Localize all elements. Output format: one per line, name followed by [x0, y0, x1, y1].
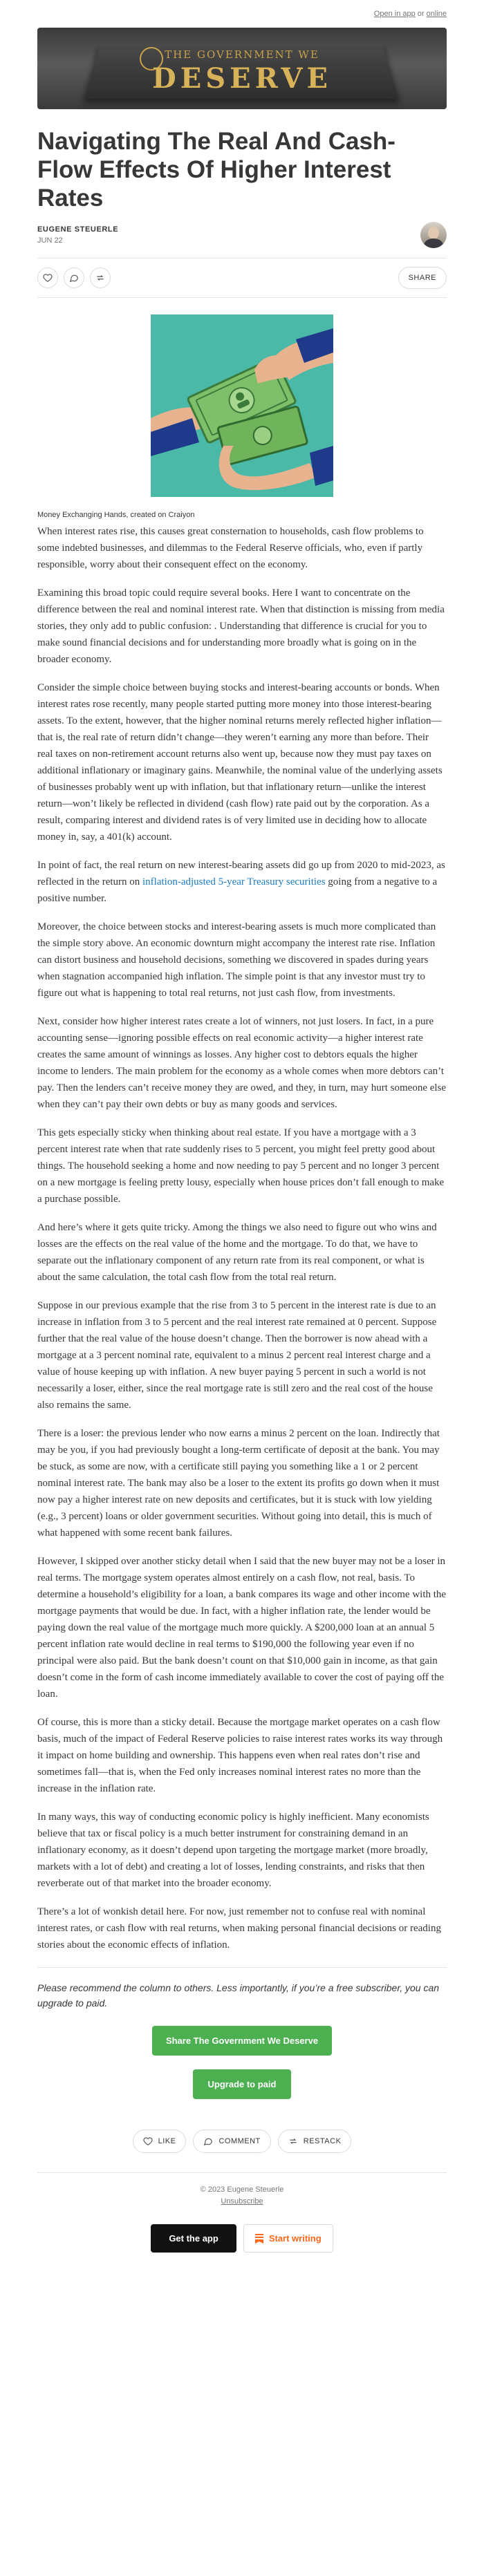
article-paragraph	[37, 1903, 447, 1953]
banner-line-1: THE GOVERNMENT WE	[165, 48, 319, 61]
paragraph-text: However, I skipped over another sticky detail when I said that the new buyer may not be a loser in real terms. The mortgage system operates almost entirely on a cash flow, not real, basis. To determine a household’s eligibility for a loan, a bank compares its wage and other income with the mortgage payments that would be due. In fact, with a higher inflation rate, the lender would be paying down the real value of the mortgage much more quickly. A $200,000 loan at an annual 5 percent inflation rate would decline in real terms to $190,000 the following year even if no principal were also paid. But the bank doesn’t count on that $10,000 gain in income, as that gain doesn’t come in the form of cash income immediately available to cover the cost of paying off the loan.	[37, 1556, 447, 1700]
online-link[interactable]: online	[426, 10, 447, 18]
top-links	[37, 0, 447, 23]
paragraph-text: Suppose in our previous example that the rise from 3 to 5 percent in the interest rate is due to an increase in inflation from 3 to 5 percent and the real interest rate remained at 0 percent. Suppose further that the real value of the house doesn’t change. Then the borrower is now ahead with a mortgage at a 3 percent nominal rate, equivalent to a minus 2 percent real interest charge and a value of house keeping up with inflation. A new buyer paying 5 percent in such a world is not necessarily a loser, either, since the real mortgage rate is still zero and the real cost of the house also remains the same.	[37, 1300, 437, 1411]
open-in-app-link[interactable]: Open in app	[373, 10, 416, 18]
paragraph-text: There’s a lot of wonkish detail here. For now, just remember not to confuse real with nominal interest rates, or cash flow with real returns, when making personal financial decisions or reading stories about the economic effects of inflation.	[37, 1906, 441, 1950]
comment-icon	[203, 2136, 213, 2146]
author-name[interactable]: EUGENE STEUERLE	[37, 225, 119, 234]
like-button[interactable]	[37, 267, 58, 288]
reaction-icons	[37, 267, 111, 288]
footer-like-button[interactable]	[133, 2130, 187, 2153]
post-date: JUN 22	[37, 236, 63, 245]
post-title[interactable]: Navigating The Real And Cash-Flow Effects Of Higher Interest Rates	[37, 128, 395, 211]
article-paragraph	[37, 1219, 447, 1286]
top-links-separator: or	[415, 10, 427, 18]
banner-line-2: DESERVE	[152, 62, 332, 95]
paragraph-text: In many ways, this way of conducting economic policy is highly inefficient. Many economists believe that tax or fiscal policy is a much better instrument for constraining demand in an inflationary economy, as it doesn’t depend upon targeting the mortgage market (more broadly, markets with a lot of debt) and creating a lot of losses, lending constraints, and risks that then reverberate out of that market into the broader economy.	[37, 1812, 429, 1889]
footer-actions	[37, 2130, 447, 2153]
article-paragraph	[37, 1809, 447, 1892]
article-paragraph	[37, 1013, 447, 1113]
restack-button[interactable]	[90, 267, 111, 288]
comment-button[interactable]	[64, 267, 84, 288]
article-paragraph	[37, 1714, 447, 1797]
byline	[37, 219, 447, 251]
footer-restack-button[interactable]	[278, 2130, 352, 2153]
paragraph-text: Of course, this is more than a sticky detail. Because the mortgage market operates on a cash flow basis, much of the impact of Federal Reserve policies to raise interest rates works its way through it impact on home building and ownership. This happens even when real rates don’t rise and sometimes fall—that is, when the Fed only increases nominal interest rates no more than the increase in the inflation rate.	[37, 1717, 443, 1794]
author-avatar[interactable]	[420, 222, 447, 248]
divider	[37, 1967, 447, 1968]
start-writing-label: Start writing	[268, 2233, 322, 2244]
heart-icon	[43, 273, 53, 283]
footer-comment-label: COMMENT	[218, 2137, 261, 2145]
article-paragraph	[37, 523, 447, 573]
recommend-note: Please recommend the column to others. Less importantly, if you’re a free subscriber, you can upgrade to paid.	[37, 1982, 440, 2009]
post-actions-bar	[37, 258, 447, 298]
article-paragraph	[37, 585, 447, 668]
get-app-button[interactable]: Get the app	[151, 2224, 236, 2253]
footer-like-label: LIKE	[158, 2137, 176, 2145]
app-links	[37, 2224, 447, 2253]
copyright: © 2023 Eugene Steuerle	[200, 2185, 284, 2194]
treasury-securities-link[interactable]: inflation-adjusted 5-year Treasury securities	[142, 876, 326, 887]
heart-icon	[143, 2136, 153, 2146]
comment-icon	[69, 273, 79, 283]
avatar-suit	[424, 238, 443, 248]
avatar-face	[428, 227, 439, 239]
publication-banner[interactable]	[37, 28, 447, 109]
footer-restack-label: RESTACK	[303, 2137, 342, 2145]
restack-icon	[95, 273, 105, 283]
paragraph-text: And here’s where it gets quite tricky. Among the things we also need to figure out who wins and losses are the effects on the real value of the home and the mortgage. To do that, we have to separate out the inflationary component of any return rate from its real component, or what is about the same calculation, the total cash flow from the total real return.	[37, 1222, 437, 1283]
paragraph-text: Next, consider how higher interest rates create a lot of winners, not just losers. In fact, in a pure accounting sense—ignoring possible effects on real economic activity—a higher interest rate creates the same amount of winnings as losses. Any higher cost to debtors equals the higher income to lenders. The main problem for the economy as a whole comes when more debtors can’t pay. Then the lenders can’t receive money they are owed, and they, in turn, may hurt someone else when they can’t pay their own debts or buy as many goods and services.	[37, 1016, 447, 1110]
paragraph-text: In point of fact, the real return on new interest-bearing assets did go up from 2020 to mid-2023, as reflected in the return on	[37, 860, 445, 887]
paragraph-text-after-link: going from a negative to a positive number.	[37, 876, 438, 904]
start-writing-button[interactable]	[243, 2224, 333, 2253]
paragraph-text: Moreover, the choice between stocks and interest-bearing assets is much more complicated than the simple story above. An economic downturn might accompany the interest rate rise. Inflation can distort business and household decisions, something we discovered in spades during years when stagnation accompanied high inflation. The simple point is that any investor must try to figure out what is happening to total real returns, not just cash flow, from investments.	[37, 921, 436, 999]
image-caption: Money Exchanging Hands, created on Craiyon	[37, 511, 195, 519]
paragraph-text: This gets especially sticky when thinking about real estate. If you have a mortgage with a 3 percent interest rate when that rate suddenly rises to 5 percent, you might feel pretty good about things. The household seeking a home and now needing to pay 5 percent and no longer 3 percent on a new mortgage is feeling pretty lousy, especially when house prices don’t fall enough to make a purchase possible.	[37, 1127, 445, 1205]
unsubscribe-link[interactable]: Unsubscribe	[221, 2197, 263, 2206]
restack-icon	[288, 2136, 298, 2146]
footer	[37, 2172, 447, 2253]
upgrade-button[interactable]: Upgrade to paid	[193, 2069, 291, 2099]
article-paragraph	[37, 1297, 447, 1413]
paragraph-text: When interest rates rise, this causes great consternation to households, cash flow problems to some indebted businesses, and dilemmas to the Federal Reserve officials, who, even if partly responsible, worry about their consequent effect on the economy.	[37, 526, 424, 570]
article-paragraph	[37, 1553, 447, 1702]
substack-logo-icon	[255, 2234, 263, 2244]
article-paragraph	[37, 919, 447, 1002]
paragraph-text: Consider the simple choice between buying stocks and interest-bearing accounts or bonds. When interest rates rose recently, many people started putting more money into those interest-bearing assets. To the extent, however, that the higher nominal returns merely reflected higher inflation—that is, the real rate of return didn’t change—they weren’t earning any more than before. Their real taxes on non-retirement account returns also went up, because now they must pay taxes on additional inflationary or imaginary gains. Meanwhile, the nominal value of the underlying assets of businesses probably went up with inflation, but that inflationary return—unlike the interest return—won’t likely be reflected in dividend (cash flow) rate paid out by the corporation. As a result, comparing interest and dividend rates is of very limited use in deciding how to allocate money in, say, a 401(k) account.	[37, 682, 443, 843]
email-container	[37, 0, 447, 2253]
money-hands-illustration	[151, 314, 333, 497]
article-paragraph	[37, 679, 447, 845]
article-body	[37, 523, 447, 1953]
paragraph-text: There is a loser: the previous lender who now earns a minus 2 percent on the loan. Indirectly that may be you, if you had previously bought a long-term certificate of deposit at the bank. You may be stuck, as some are now, with a certificate still paying you something like a 1 or 2 percent nominal interest rate. The bank may also be a loser to the extent its profits go down when it must now pay a higher interest rate on new deposits and certificates, but it is stuck with low yielding (e.g., 3 percent) loans or older government securities. Without going into detail, this is much of what happened with some recent bank failures.	[37, 1428, 440, 1539]
share-publication-button[interactable]: Share The Government We Deserve	[152, 2026, 332, 2056]
article-paragraph	[37, 857, 447, 907]
article-paragraph	[37, 1425, 447, 1541]
footer-comment-button[interactable]	[193, 2130, 270, 2153]
article-paragraph	[37, 1125, 447, 1207]
share-button[interactable]: SHARE	[398, 267, 447, 289]
paragraph-text: Examining this broad topic could require several books. Here I want to concentrate on the difference between the real and nominal interest rate. When that distinction is missing from media stories, they only add to public confusion: . Understanding that difference is crucial for you to make sound financial decisions and for understanding more broadly what is going on in the broader economy.	[37, 587, 445, 665]
hero-image[interactable]	[151, 314, 333, 497]
